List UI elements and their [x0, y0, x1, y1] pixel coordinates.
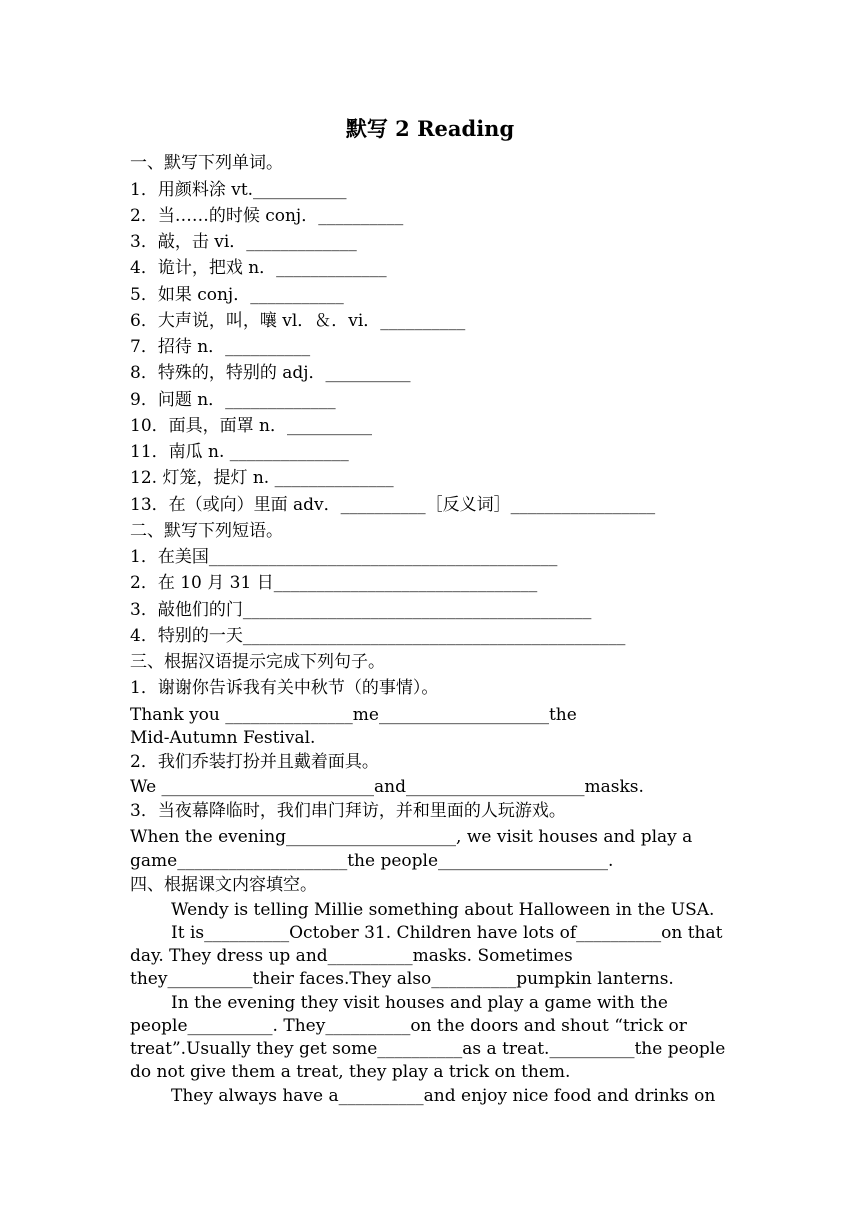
passage-line-9: They always have a__________and enjoy nice food and drinks on [171, 1086, 716, 1106]
vocab-item-11: 11．南瓜 n. ______________ [130, 442, 349, 462]
vocab-item-9: 9．问题 n．_____________ [130, 390, 336, 410]
sentence-prompt-3: 3．当夜幕降临时，我们串门拜访，并和里面的人玩游戏。 [130, 801, 566, 821]
vocab-item-10: 10．面具，面罩 n．__________ [130, 416, 372, 436]
vocab-item-12: 12. 灯笼，提灯 n. ______________ [130, 468, 394, 488]
vocab-item-8: 8．特殊的，特别的 adj．__________ [130, 363, 411, 383]
vocab-item-3: 3．敲，击 vi．_____________ [130, 232, 357, 252]
vocab-item-4: 4．诡计，把戏 n．_____________ [130, 258, 387, 278]
vocab-item-6: 6．大声说，叫，嚷 vl．＆．vi．__________ [130, 311, 466, 331]
sentence-answer-3a: When the evening____________________, we visit houses and play a [130, 827, 693, 847]
passage-line-7: treat”.Usually they get some__________as a treat.__________the people [130, 1039, 726, 1059]
sentence-prompt-1: 1．谢谢你告诉我有关中秋节（的事情）。 [130, 678, 439, 698]
phrase-item-3: 3．敲他们的门_________________________________________ [130, 600, 592, 620]
vocab-item-7: 7．招待 n．__________ [130, 337, 311, 357]
vocab-item-5: 5．如果 conj．___________ [130, 285, 344, 305]
sentence-answer-1a: Thank you _______________me____________________the [130, 705, 577, 725]
passage-line-5: In the evening they visit houses and play a game with the [171, 993, 668, 1013]
passage-line-2: It is__________October 31. Children have lots of__________on that [171, 923, 723, 943]
passage-line-4: they__________their faces.They also__________pumpkin lanterns. [130, 969, 674, 989]
section4-heading: 四、根据课文内容填空。 [130, 875, 317, 895]
passage-line-6: people__________. They__________on the doors and shout “trick or [130, 1016, 687, 1036]
passage-line-3: day. They dress up and__________masks. Sometimes [130, 946, 573, 966]
passage-line-8: do not give them a treat, they play a trick on them. [130, 1062, 571, 1082]
page-title: 默写 2 Reading [345, 116, 515, 141]
vocab-item-1: 1．用颜料涂 vt.___________ [130, 180, 347, 200]
section2-heading: 二、默写下列短语。 [130, 521, 283, 541]
sentence-answer-3b: game____________________the people____________________. [130, 851, 614, 871]
sentence-prompt-2: 2．我们乔装打扮并且戴着面具。 [130, 752, 379, 772]
phrase-item-2: 2．在 10 月 31 日_______________________________ [130, 573, 538, 593]
vocab-item-13: 13．在（或向）里面 adv．__________［反义词］_________________ [130, 495, 656, 515]
phrase-item-4: 4．特别的一天_____________________________________________ [130, 626, 626, 646]
section1-heading: 一、默写下列单词。 [130, 153, 283, 173]
vocab-item-2: 2．当……的时候 conj．__________ [130, 206, 404, 226]
phrase-item-1: 1．在美国_________________________________________ [130, 547, 558, 567]
section3-heading: 三、根据汉语提示完成下列句子。 [130, 652, 385, 672]
sentence-answer-1b: Mid-Autumn Festival. [130, 728, 316, 748]
passage-line-1: Wendy is telling Millie something about Halloween in the USA. [171, 900, 715, 920]
sentence-answer-2: We _________________________and_____________________masks. [130, 777, 644, 797]
